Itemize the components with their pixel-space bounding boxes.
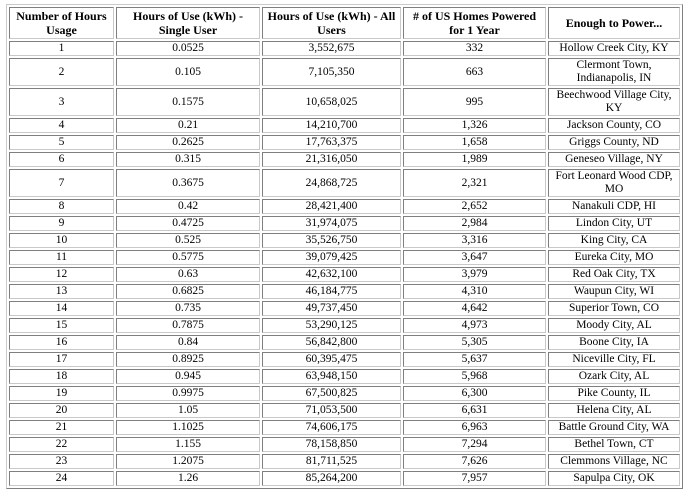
table-cell: 17,763,375 — [262, 135, 401, 150]
table-cell: 6,963 — [403, 420, 546, 435]
table-cell: 7,294 — [403, 437, 546, 452]
column-header: Enough to Power... — [548, 7, 680, 39]
table-cell: 0.945 — [116, 369, 260, 384]
table-cell: 49,737,450 — [262, 301, 401, 316]
table-row — [9, 118, 680, 133]
table-cell: 6,631 — [403, 403, 546, 418]
table-cell: 39,079,425 — [262, 250, 401, 265]
table-row — [9, 301, 680, 316]
table-row — [9, 169, 680, 197]
table-row — [9, 233, 680, 248]
table-cell: 5,968 — [403, 369, 546, 384]
table-cell: 2,321 — [403, 169, 546, 197]
table-cell: 5 — [9, 135, 114, 150]
table-cell: 3 — [9, 88, 114, 116]
table-cell: 16 — [9, 335, 114, 350]
table-cell: Lindon City, UT — [548, 216, 680, 231]
table-cell: 6 — [9, 152, 114, 167]
table-cell: 63,948,150 — [262, 369, 401, 384]
table-cell: 0.2625 — [116, 135, 260, 150]
table-cell: Sapulpa City, OK — [548, 471, 680, 486]
table-cell: 0.5775 — [116, 250, 260, 265]
table-cell: 995 — [403, 88, 546, 116]
table-cell: 78,158,850 — [262, 437, 401, 452]
table-row — [9, 437, 680, 452]
table-row — [9, 250, 680, 265]
table-row — [9, 471, 680, 486]
table-cell: 10,658,025 — [262, 88, 401, 116]
table-cell: 2,652 — [403, 199, 546, 214]
table-cell: Superior Town, CO — [548, 301, 680, 316]
table-cell: 3,316 — [403, 233, 546, 248]
table-cell: 1.2075 — [116, 454, 260, 469]
table-cell: 7,957 — [403, 471, 546, 486]
column-header: # of US Homes Powered for 1 Year — [403, 7, 546, 39]
table-cell: 1,989 — [403, 152, 546, 167]
table-row — [9, 420, 680, 435]
table-cell: 1,658 — [403, 135, 546, 150]
table-cell: 663 — [403, 58, 546, 86]
table-cell: Griggs County, ND — [548, 135, 680, 150]
table-cell: 0.3675 — [116, 169, 260, 197]
column-header: Number of Hours Usage — [9, 7, 114, 39]
table-cell: 5,305 — [403, 335, 546, 350]
table-row — [9, 318, 680, 333]
table-cell: 81,711,525 — [262, 454, 401, 469]
table-cell: 0.1575 — [116, 88, 260, 116]
table-cell: 0.63 — [116, 267, 260, 282]
table-cell: Moody City, AL — [548, 318, 680, 333]
table-cell: 0.84 — [116, 335, 260, 350]
table-cell: 10 — [9, 233, 114, 248]
table-cell: 0.9975 — [116, 386, 260, 401]
table-row — [9, 41, 680, 56]
column-header: Hours of Use (kWh) - Single User — [116, 7, 260, 39]
table-cell: 7,626 — [403, 454, 546, 469]
table-header — [9, 7, 680, 39]
table-cell: Jackson County, CO — [548, 118, 680, 133]
table-cell: Beechwood Village City, KY — [548, 88, 680, 116]
table-cell: 22 — [9, 437, 114, 452]
table-cell: 67,500,825 — [262, 386, 401, 401]
table-cell: Pike County, IL — [548, 386, 680, 401]
table-cell: 21 — [9, 420, 114, 435]
table-cell: 85,264,200 — [262, 471, 401, 486]
table-cell: 1 — [9, 41, 114, 56]
table-cell: 74,606,175 — [262, 420, 401, 435]
table-cell: 6,300 — [403, 386, 546, 401]
table-cell: 31,974,075 — [262, 216, 401, 231]
table-row — [9, 386, 680, 401]
table-row — [9, 152, 680, 167]
table-row — [9, 369, 680, 384]
table-cell: 21,316,050 — [262, 152, 401, 167]
table-cell: 18 — [9, 369, 114, 384]
table-cell: 60,395,475 — [262, 352, 401, 367]
table-cell: 0.105 — [116, 58, 260, 86]
table-cell: 0.21 — [116, 118, 260, 133]
table-cell: 20 — [9, 403, 114, 418]
table-row — [9, 352, 680, 367]
table-cell: 0.525 — [116, 233, 260, 248]
table-cell: Battle Ground City, WA — [548, 420, 680, 435]
table-cell: 13 — [9, 284, 114, 299]
table-cell: 1.05 — [116, 403, 260, 418]
table-cell: 4,310 — [403, 284, 546, 299]
table-cell: Clemmons Village, NC — [548, 454, 680, 469]
table-cell: Nanakuli CDP, HI — [548, 199, 680, 214]
table-body — [9, 41, 680, 486]
table-cell: 0.4725 — [116, 216, 260, 231]
table-cell: Red Oak City, TX — [548, 267, 680, 282]
table-cell: 0.42 — [116, 199, 260, 214]
table-row — [9, 199, 680, 214]
table-cell: 4,973 — [403, 318, 546, 333]
table-row — [9, 284, 680, 299]
table-cell: King City, CA — [548, 233, 680, 248]
table-cell: 1.155 — [116, 437, 260, 452]
table-cell: 11 — [9, 250, 114, 265]
table-cell: Fort Leonard Wood CDP, MO — [548, 169, 680, 197]
table-cell: 2,984 — [403, 216, 546, 231]
header-row — [9, 7, 680, 39]
table-cell: 0.315 — [116, 152, 260, 167]
table-cell: Boone City, IA — [548, 335, 680, 350]
table-row — [9, 88, 680, 116]
table-cell: 15 — [9, 318, 114, 333]
table-cell: 3,647 — [403, 250, 546, 265]
table-cell: 14,210,700 — [262, 118, 401, 133]
table-cell: Clermont Town, Indianapolis, IN — [548, 58, 680, 86]
table-cell: 9 — [9, 216, 114, 231]
table-cell: Waupun City, WI — [548, 284, 680, 299]
table-cell: 332 — [403, 41, 546, 56]
table-cell: 35,526,750 — [262, 233, 401, 248]
column-header: Hours of Use (kWh) - All Users — [262, 7, 401, 39]
table-cell: 24 — [9, 471, 114, 486]
table-cell: 42,632,100 — [262, 267, 401, 282]
table-cell: 23 — [9, 454, 114, 469]
table-cell: 71,053,500 — [262, 403, 401, 418]
table-cell: 28,421,400 — [262, 199, 401, 214]
table-cell: Hollow Creek City, KY — [548, 41, 680, 56]
table-cell: 19 — [9, 386, 114, 401]
table-cell: Bethel Town, CT — [548, 437, 680, 452]
table-cell: 0.6825 — [116, 284, 260, 299]
table-cell: 1,326 — [403, 118, 546, 133]
table-row — [9, 135, 680, 150]
table-cell: 4 — [9, 118, 114, 133]
table-cell: 5,637 — [403, 352, 546, 367]
table-cell: 1.1025 — [116, 420, 260, 435]
table-cell: 7,105,350 — [262, 58, 401, 86]
table-cell: 2 — [9, 58, 114, 86]
table-cell: 0.735 — [116, 301, 260, 316]
table-cell: 3,552,675 — [262, 41, 401, 56]
table-cell: Helena City, AL — [548, 403, 680, 418]
table-row — [9, 403, 680, 418]
table-cell: 56,842,800 — [262, 335, 401, 350]
table-row — [9, 454, 680, 469]
table-cell: 1.26 — [116, 471, 260, 486]
table-cell: 14 — [9, 301, 114, 316]
table-cell: 17 — [9, 352, 114, 367]
table-cell: 12 — [9, 267, 114, 282]
table-cell: 8 — [9, 199, 114, 214]
table-cell: 4,642 — [403, 301, 546, 316]
table-cell: 24,868,725 — [262, 169, 401, 197]
table-row — [9, 216, 680, 231]
table-cell: Eureka City, MO — [548, 250, 680, 265]
table-row — [9, 335, 680, 350]
table-cell: 46,184,775 — [262, 284, 401, 299]
table-cell: Ozark City, AL — [548, 369, 680, 384]
table-cell: 53,290,125 — [262, 318, 401, 333]
table-cell: 0.0525 — [116, 41, 260, 56]
table-cell: 3,979 — [403, 267, 546, 282]
data-table — [6, 4, 683, 489]
table-cell: 0.7875 — [116, 318, 260, 333]
table-cell: Niceville City, FL — [548, 352, 680, 367]
table-cell: 7 — [9, 169, 114, 197]
table-row — [9, 267, 680, 282]
table-row — [9, 58, 680, 86]
table-cell: Geneseo Village, NY — [548, 152, 680, 167]
table-cell: 0.8925 — [116, 352, 260, 367]
